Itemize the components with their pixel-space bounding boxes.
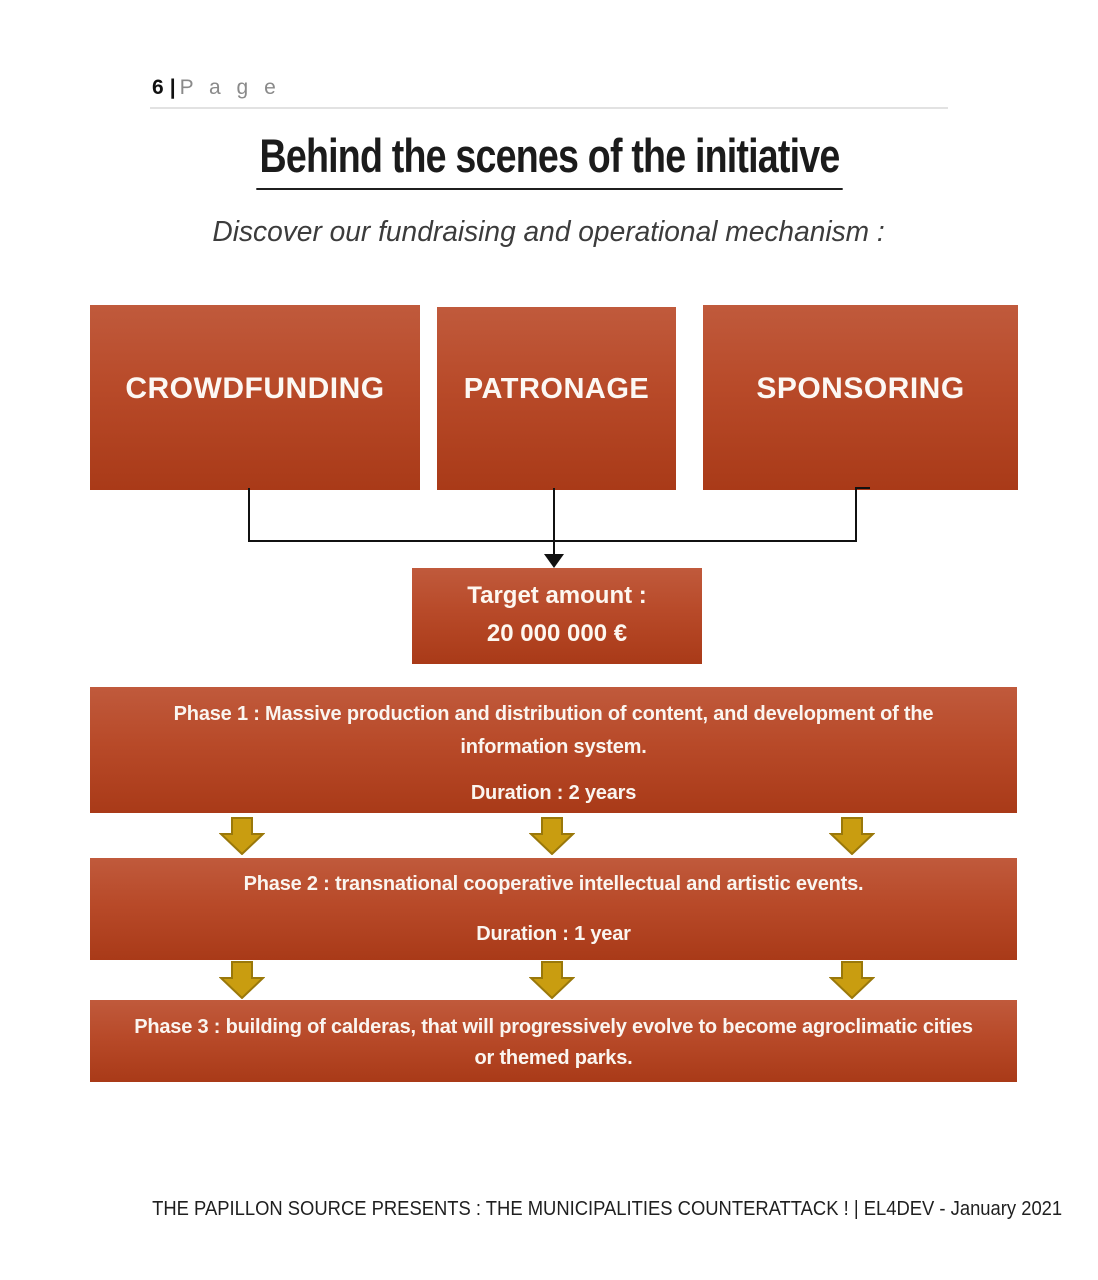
down-arrow-icon xyxy=(829,817,875,855)
connector-arrowhead-icon xyxy=(544,554,564,568)
connector-line-left-vertical xyxy=(248,488,250,542)
page-subtitle: Discover our fundraising and operational mechanism : xyxy=(212,216,886,248)
connector-line-right-vertical xyxy=(855,488,857,542)
phase-1-text-line-2: information system. xyxy=(460,736,647,758)
connector-line-right-stub xyxy=(855,487,870,489)
page-header xyxy=(152,76,281,100)
page-number-separator: | xyxy=(169,76,176,99)
phase-3-text-line-2: or themed parks. xyxy=(474,1047,633,1069)
down-arrow-icon xyxy=(219,961,265,999)
phase-2-box xyxy=(90,858,1017,960)
funding-source-label: CROWDFUNDING xyxy=(125,371,385,405)
funding-source-label: PATRONAGE xyxy=(463,373,650,405)
down-arrow-icon xyxy=(529,961,575,999)
phase-1-box xyxy=(90,687,1017,813)
phase-3-box xyxy=(90,1000,1017,1082)
phase-2-text-line-1: Phase 2 : transnational cooperative intellectual and artistic events. xyxy=(243,873,864,895)
down-arrow-icon xyxy=(219,817,265,855)
funding-source-sponsoring xyxy=(703,305,1018,490)
page-label: P a g e xyxy=(179,76,281,99)
header-divider xyxy=(150,107,948,109)
funding-source-patronage xyxy=(437,307,676,490)
target-amount-value: 20 000 000 € xyxy=(486,620,628,647)
funding-source-crowdfunding xyxy=(90,305,420,490)
phase-1-duration: Duration : 2 years xyxy=(470,782,637,804)
page-title: Behind the scenes of the initiative xyxy=(256,130,842,190)
phase-2-duration: Duration : 1 year xyxy=(476,923,631,945)
target-amount-label: Target amount : xyxy=(467,582,647,609)
connector-line-middle-vertical xyxy=(553,488,555,555)
phase-3-text-line-1: Phase 3 : building of calderas, that will progressively evolve to become agroclimatic cities xyxy=(134,1016,973,1038)
page-number: 6 xyxy=(152,76,164,99)
phase-1-text-line-1: Phase 1 : Massive production and distribution of content, and development of the xyxy=(173,703,934,725)
target-amount-box xyxy=(412,568,702,664)
down-arrow-icon xyxy=(829,961,875,999)
funding-source-label: SPONSORING xyxy=(756,371,965,405)
page-footer: THE PAPILLON SOURCE PRESENTS : THE MUNICIPALITIES COUNTERATTACK ! | EL4DEV - January 2021 xyxy=(151,1198,1062,1220)
down-arrow-icon xyxy=(529,817,575,855)
